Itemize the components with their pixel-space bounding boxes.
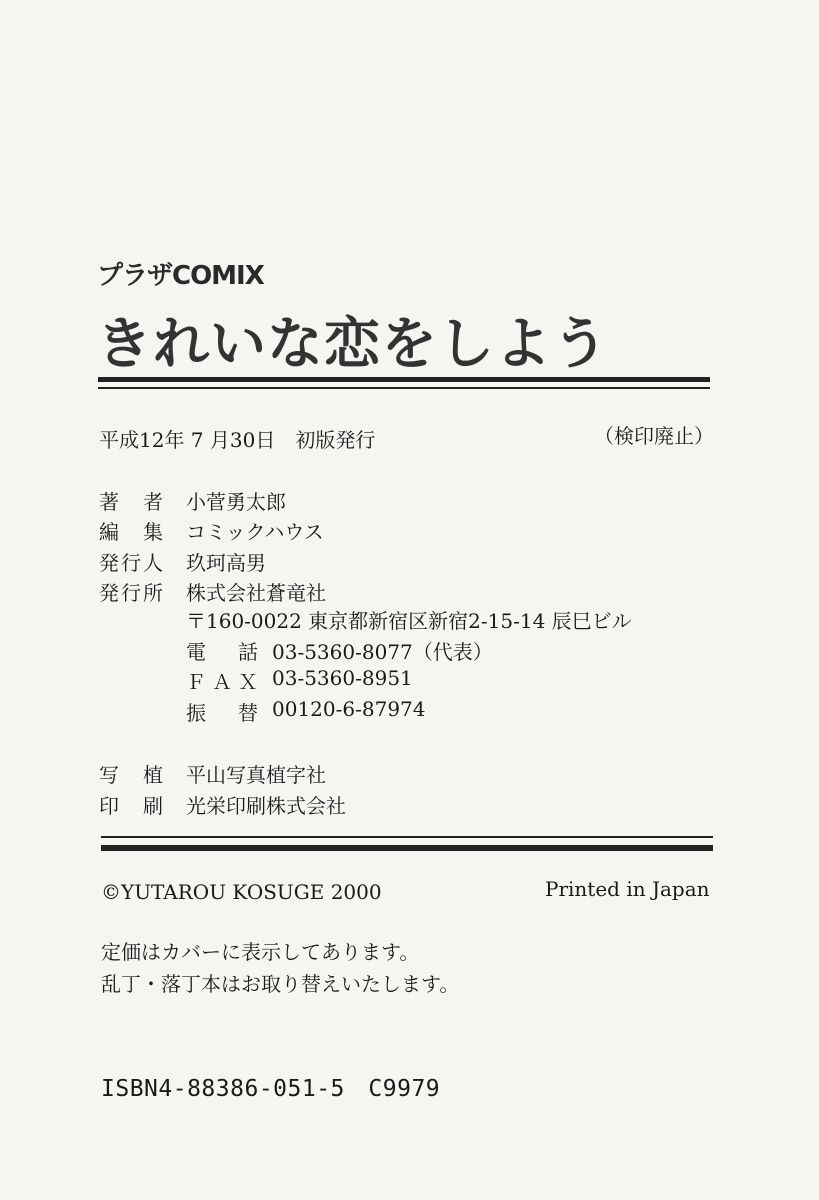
transfer-account: 00120-6-87974: [272, 697, 426, 721]
printed-in-note: Printed in Japan: [545, 877, 710, 901]
printing-company: 光栄印刷株式会社: [186, 794, 346, 818]
publisher-label: 発行所: [99, 581, 165, 605]
printing-label: 印 刷: [99, 794, 165, 818]
author-label: 著 者: [99, 490, 165, 514]
price-note: 定価はカバーに表示してあります。: [101, 940, 420, 964]
top-thin-rule: [98, 387, 710, 389]
isbn-code: ISBN4-88386-051-5 C9979: [101, 1076, 441, 1102]
phone-number: 03-5360-8077（代表）: [272, 640, 493, 664]
phone-label: 電 話: [186, 640, 264, 664]
publisher-address: 〒160-0022 東京都新宿区新宿2-15-14 辰巳ビル: [186, 609, 632, 633]
author-name: 小菅勇太郎: [186, 490, 286, 514]
transfer-label: 振 替: [186, 701, 264, 725]
bottom-thin-rule: [101, 836, 713, 838]
publication-date: 平成12年 7 月30日 初版発行: [99, 428, 376, 452]
exchange-note: 乱丁・落丁本はお取り替えいたします。: [101, 972, 460, 996]
series-name: プラザCOMIX: [97, 261, 264, 291]
typesetting-company: 平山写真植字社: [186, 763, 326, 787]
fax-label: ＦＡＸ: [186, 670, 264, 694]
editor-label: 編 集: [99, 520, 165, 544]
typesetting-label: 写 植: [99, 763, 165, 787]
fax-number: 03-5360-8951: [272, 666, 413, 690]
publisher-person-label: 発行人: [99, 551, 165, 575]
editor-name: コミックハウス: [186, 520, 324, 544]
seal-abolished-note: （検印廃止）: [594, 424, 714, 448]
publisher-name: 株式会社蒼竜社: [186, 581, 326, 605]
bottom-thick-rule: [101, 845, 713, 851]
copyright-notice: ©YUTAROU KOSUGE 2000: [101, 880, 382, 904]
publisher-person-name: 玖珂高男: [186, 551, 266, 575]
top-thick-rule: [98, 377, 710, 382]
book-title: きれいな恋をしよう: [96, 312, 609, 377]
